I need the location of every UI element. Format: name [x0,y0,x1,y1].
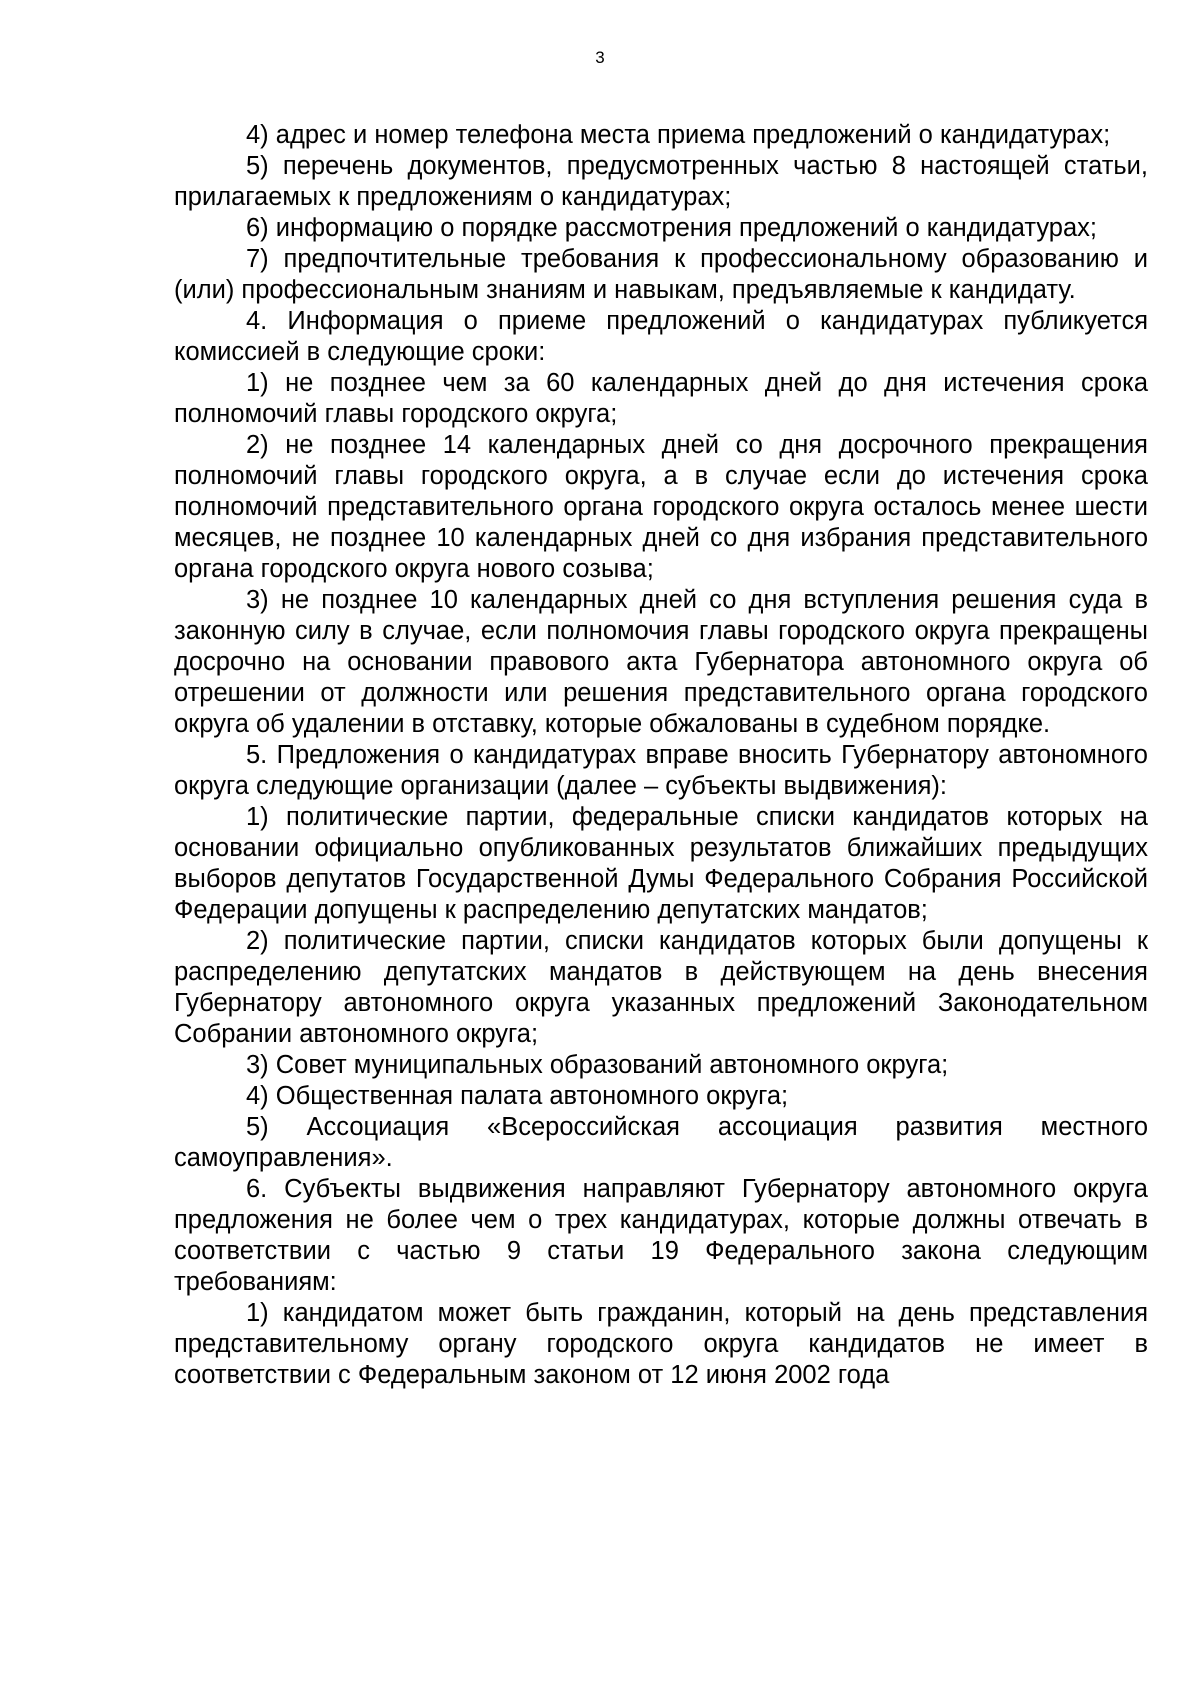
paragraph-item-6: 6) информацию о порядке рассмотрения предложений о кандидатурах; [246,214,1097,242]
paragraph-section-5-item-4: 4) Общественная палата автономного округа; [246,1082,789,1110]
paragraph-section-5-item-1: 1) политические партии, федеральные списки кандидатов которых на основании официально опубликованных результатов ближайших предыдущих выборов депутатов Государственной Думы Федерального Собрания Российской Федерации допущены к распределению депутатских мандатов; [174,803,1148,924]
page-number: 3 [595,48,605,67]
paragraph-section-4-item-1: 1) не позднее чем за 60 календарных дней до дня истечения срока полномочий главы городского округа; [174,369,1148,428]
paragraph-section-6-item-1: 1) кандидатом может быть гражданин, который на день представления представительному органу городского округа кандидатов не имеет в соответствии с Федеральным законом от 12 июня 2002 года [174,1299,1148,1389]
paragraph-section-5-item-3: 3) Совет муниципальных образований автономного округа; [246,1051,949,1079]
paragraph-section-4: 4. Информация о приеме предложений о кандидатурах публикуется комиссией в следующие сроки: [174,307,1148,366]
paragraph-item-4: 4) адрес и номер телефона места приема предложений о кандидатурах; [246,121,1111,149]
paragraph-section-4-item-2: 2) не позднее 14 календарных дней со дня досрочного прекращения полномочий главы городского округа, а в случае если до истечения срока полномочий представительного органа городского округа осталось менее шести месяцев, не позднее 10 календарных дней со дня избрания представительного органа городского округа нового созыва; [174,431,1148,583]
paragraph-item-5: 5) перечень документов, предусмотренных частью 8 настоящей статьи, прилагаемых к предложениям о кандидатурах; [174,152,1148,211]
paragraph-section-4-item-3: 3) не позднее 10 календарных дней со дня вступления решения суда в законную силу в случае, если полномочия главы городского округа прекращены досрочно на основании правового акта Губернатора автономного округа об отрешении от должности или решения представительного органа городского округа об удалении в отставку, которые обжалованы в судебном порядке. [174,586,1148,738]
paragraph-item-7: 7) предпочтительные требования к профессиональному образованию и (или) профессиональным знаниям и навыкам, предъявляемые к кандидату. [174,245,1148,304]
paragraph-section-5-item-5: 5) Ассоциация «Всероссийская ассоциация развития местного самоуправления». [174,1113,1148,1172]
document-body [174,120,1148,1391]
paragraph-section-5-item-2: 2) политические партии, списки кандидатов которых были допущены к распределению депутатских мандатов в действующем на день внесения Губернатору автономного округа указанных предложений Законодательном Собрании автономного округа; [174,927,1148,1048]
paragraph-section-5: 5. Предложения о кандидатурах вправе вносить Губернатору автономного округа следующие организации (далее – субъекты выдвижения): [174,741,1148,800]
paragraph-section-6: 6. Субъекты выдвижения направляют Губернатору автономного округа предложения не более чем о трех кандидатурах, которые должны отвечать в соответствии с частью 9 статьи 19 Федерального закона следующим требованиям: [174,1175,1148,1296]
